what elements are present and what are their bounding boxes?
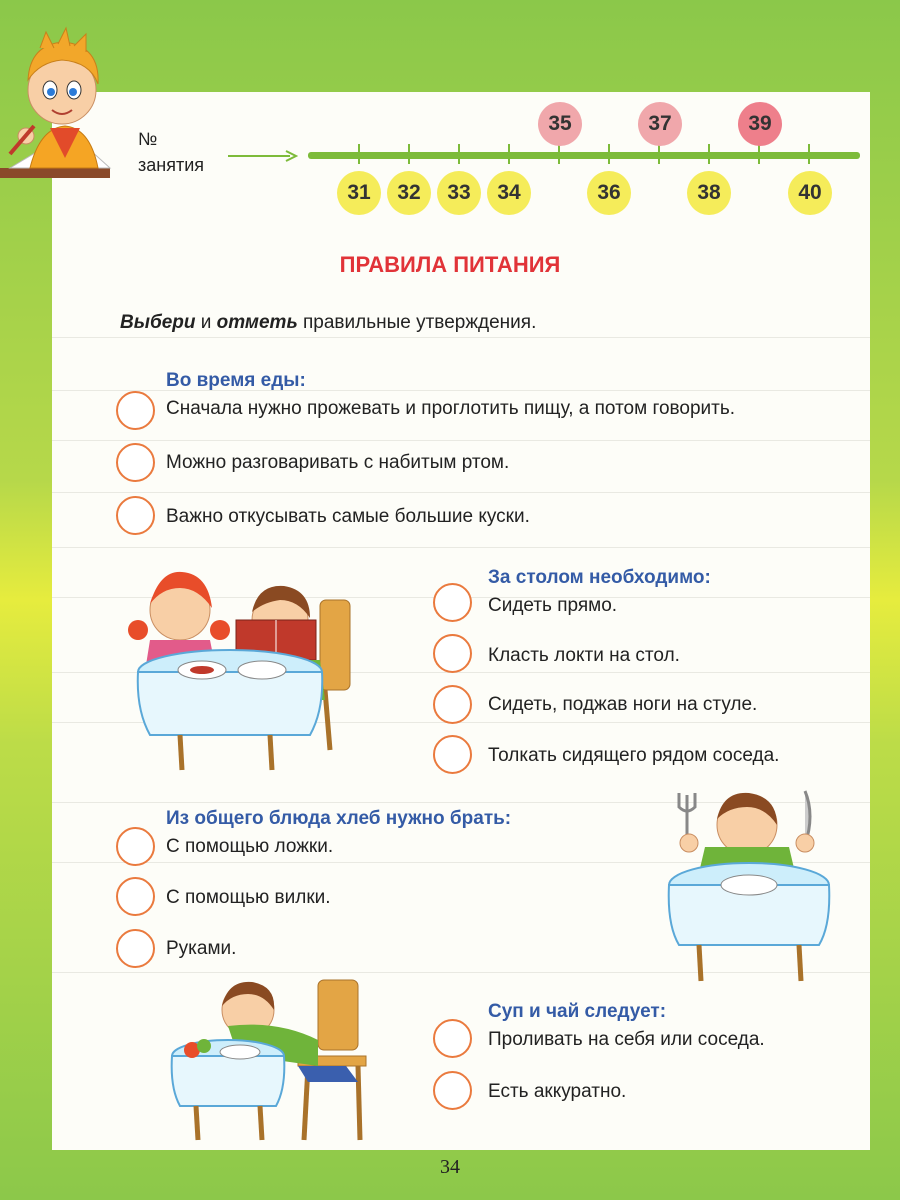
option-text: С помощью вилки. xyxy=(166,887,331,908)
tick xyxy=(358,144,360,164)
answer-circle[interactable] xyxy=(116,877,155,916)
option-text: Класть локти на стол. xyxy=(488,645,680,666)
section-heading-soup-tea: Суп и чай следует: xyxy=(488,1001,667,1022)
answer-circle[interactable] xyxy=(433,1071,472,1110)
boy-with-cutlery-illustration xyxy=(665,785,837,985)
option-text: Есть аккуратно. xyxy=(488,1081,627,1102)
instruction-conj: и xyxy=(195,312,217,333)
page-number: 34 xyxy=(440,1156,460,1178)
tick xyxy=(658,144,660,164)
option-text: Сначала нужно прожевать и проглотить пищу, а потом говорить. xyxy=(166,398,736,419)
boy-leaning-over-table-illustration xyxy=(168,970,373,1145)
lesson-badge-39: 39 xyxy=(738,102,782,146)
section-heading-bread: Из общего блюда хлеб нужно брать: xyxy=(166,808,512,829)
option-text: Сидеть прямо. xyxy=(488,595,618,616)
lesson-word: занятия xyxy=(138,155,204,175)
lesson-timeline xyxy=(308,152,860,159)
lesson-badge-40: 40 xyxy=(788,171,832,215)
answer-circle[interactable] xyxy=(116,929,155,968)
instruction-rest: правильные утверждения. xyxy=(297,312,537,333)
lesson-badge-32: 32 xyxy=(387,171,431,215)
answer-circle[interactable] xyxy=(433,583,472,622)
instruction-verb-choose: Выбери xyxy=(120,312,196,333)
option-text: Проливать на себя или соседа. xyxy=(488,1029,765,1050)
tick xyxy=(408,144,410,164)
tick xyxy=(558,144,560,164)
option-text: Толкать сидящего рядом соседа. xyxy=(488,745,780,766)
answer-circle[interactable] xyxy=(116,496,155,535)
lesson-badge-33: 33 xyxy=(437,171,481,215)
option-text: Сидеть, поджав ноги на стуле. xyxy=(488,694,758,715)
answer-circle[interactable] xyxy=(433,1019,472,1058)
children-at-table-illustration xyxy=(120,560,360,775)
lesson-badge-38: 38 xyxy=(687,171,731,215)
answer-circle[interactable] xyxy=(116,443,155,482)
tick xyxy=(608,144,610,164)
option-text: Можно разговаривать с набитым ртом. xyxy=(166,452,510,473)
lesson-badge-31: 31 xyxy=(337,171,381,215)
section-heading-eating: Во время еды: xyxy=(166,370,306,391)
tick xyxy=(708,144,710,164)
mascot-boy-illustration xyxy=(0,18,130,178)
instruction-verb-mark: отметь xyxy=(216,312,298,333)
tick xyxy=(458,144,460,164)
answer-circle[interactable] xyxy=(433,634,472,673)
instruction-text xyxy=(120,312,536,334)
answer-circle[interactable] xyxy=(116,391,155,430)
option-text: Важно откусывать самые большие куски. xyxy=(166,506,530,527)
answer-circle[interactable] xyxy=(116,827,155,866)
lesson-badge-34: 34 xyxy=(487,171,531,215)
tick xyxy=(508,144,510,164)
lesson-badge-37: 37 xyxy=(638,102,682,146)
page-title: ПРАВИЛА ПИТАНИЯ xyxy=(339,252,561,277)
lesson-number-sign: № xyxy=(138,129,158,149)
tick xyxy=(808,144,810,164)
option-text: Руками. xyxy=(166,938,237,959)
option-text: С помощью ложки. xyxy=(166,836,334,857)
tick xyxy=(758,144,760,164)
arrow-right-icon xyxy=(228,150,298,162)
answer-circle[interactable] xyxy=(433,735,472,774)
lesson-badge-36: 36 xyxy=(587,171,631,215)
section-heading-at-table: За столом необходимо: xyxy=(488,567,711,588)
lesson-number-label xyxy=(138,126,204,178)
lesson-badge-35: 35 xyxy=(538,102,582,146)
answer-circle[interactable] xyxy=(433,685,472,724)
